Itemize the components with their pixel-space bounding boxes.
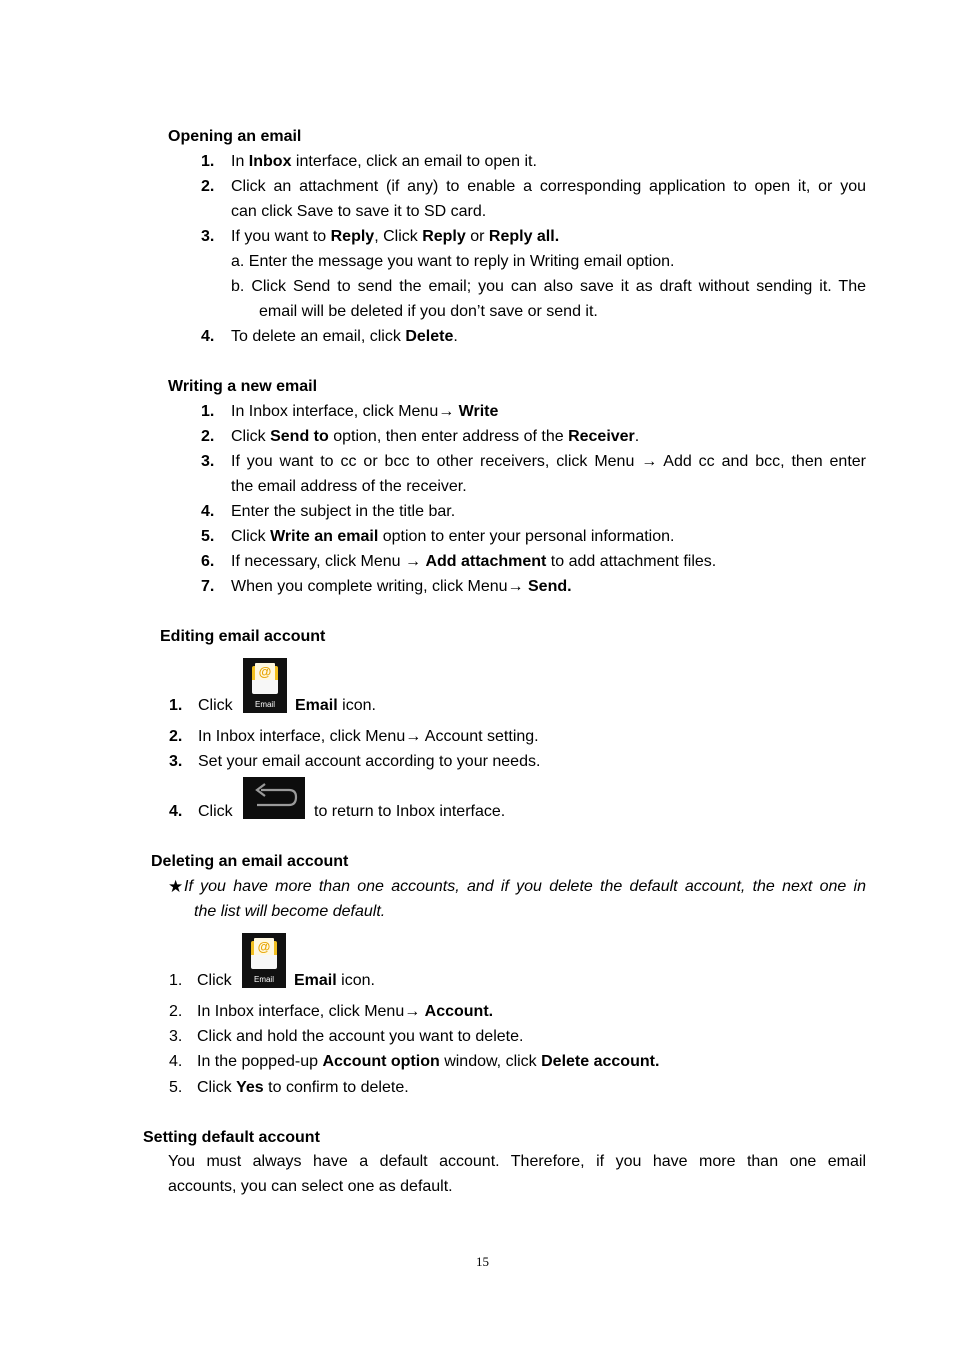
paragraph-text: You must always have a default account. Therefore, if you have more than one email (168, 1153, 866, 1170)
step-text: Click (198, 697, 233, 714)
step-text: Click and hold the account you want to delete. (197, 1028, 524, 1045)
step-number: 2. (201, 178, 215, 195)
step-number: 4. (169, 1053, 183, 1070)
step-text: the email address of the receiver. (231, 478, 467, 495)
step-number: 3. (169, 1028, 183, 1045)
step-text: To delete an email, click Delete. (231, 328, 458, 345)
section-title-writing: Writing a new email (168, 378, 318, 395)
step-text: If you want to Reply, Click Reply or Reply all. (231, 228, 560, 245)
step-number: 1. (201, 403, 215, 420)
step-text: Email icon. (295, 697, 376, 714)
step-number: 1. (169, 697, 183, 714)
section-title-deleting: Deleting an email account (151, 853, 349, 870)
note-text: the list will become default. (194, 903, 386, 920)
note-text: If you have more than one accounts, and if you delete the default account, the next one in (184, 878, 866, 895)
step-number: 3. (201, 453, 215, 470)
step-text: In the popped-up Account option window, click Delete account. (197, 1053, 660, 1070)
substep-text: email will be deleted if you don’t save or send it. (259, 303, 598, 320)
step-text: If you want to cc or bcc to other receivers, click Menu → Add cc and bcc, then enter (231, 453, 866, 470)
section-title-setting: Setting default account (143, 1129, 320, 1146)
step-number: 1. (201, 153, 215, 170)
step-number: 7. (201, 578, 215, 595)
step-number: 2. (169, 728, 183, 745)
step-number: 2. (201, 428, 215, 445)
step-number: 6. (201, 553, 215, 570)
substep-text: a. Enter the message you want to reply in Writing email option. (231, 253, 675, 270)
back-arrow-icon (243, 777, 305, 819)
step-text: Click Write an email option to enter your personal information. (231, 528, 675, 545)
step-number: 2. (169, 1003, 183, 1020)
email-app-icon: @ Email (243, 658, 287, 713)
substep-text: b. Click Send to send the email; you can also save it as draft without sending it. The (231, 278, 866, 295)
section-title-opening: Opening an email (168, 128, 302, 145)
page-number: 15 (476, 1254, 489, 1269)
step-number: 3. (201, 228, 215, 245)
step-text: In Inbox interface, click an email to open it. (231, 153, 537, 170)
step-text: Click an attachment (if any) to enable a corresponding application to open it, or you (231, 178, 866, 195)
step-text: Click (197, 972, 232, 989)
step-text: to return to Inbox interface. (314, 803, 506, 820)
step-text: Click Send to option, then enter address of the Receiver. (231, 428, 640, 445)
step-text: Set your email account according to your needs. (198, 753, 541, 770)
step-text: Enter the subject in the title bar. (231, 503, 456, 520)
step-text: can click Save to save it to SD card. (231, 203, 487, 220)
star-icon: ★ (168, 877, 184, 896)
step-text: In Inbox interface, click Menu→ Account setting. (198, 728, 539, 745)
paragraph-text: accounts, you can select one as default. (168, 1178, 453, 1195)
step-number: 3. (169, 753, 183, 770)
step-number: 5. (169, 1079, 183, 1096)
step-text: If necessary, click Menu → Add attachment to add attachment files. (231, 553, 717, 570)
section-title-editing: Editing email account (160, 628, 326, 645)
step-number: 5. (201, 528, 215, 545)
step-number: 4. (201, 328, 215, 345)
step-number: 4. (201, 503, 215, 520)
step-text: Email icon. (294, 972, 375, 989)
step-text: Click (198, 803, 233, 820)
step-text: In Inbox interface, click Menu→ Write (231, 403, 499, 420)
step-text: When you complete writing, click Menu→ Send. (231, 578, 572, 595)
email-app-icon: @ Email (242, 933, 286, 988)
step-number: 4. (169, 803, 183, 820)
step-text: Click Yes to confirm to delete. (197, 1079, 409, 1096)
step-text: In Inbox interface, click Menu→ Account. (197, 1003, 494, 1020)
step-number: 1. (169, 972, 183, 989)
